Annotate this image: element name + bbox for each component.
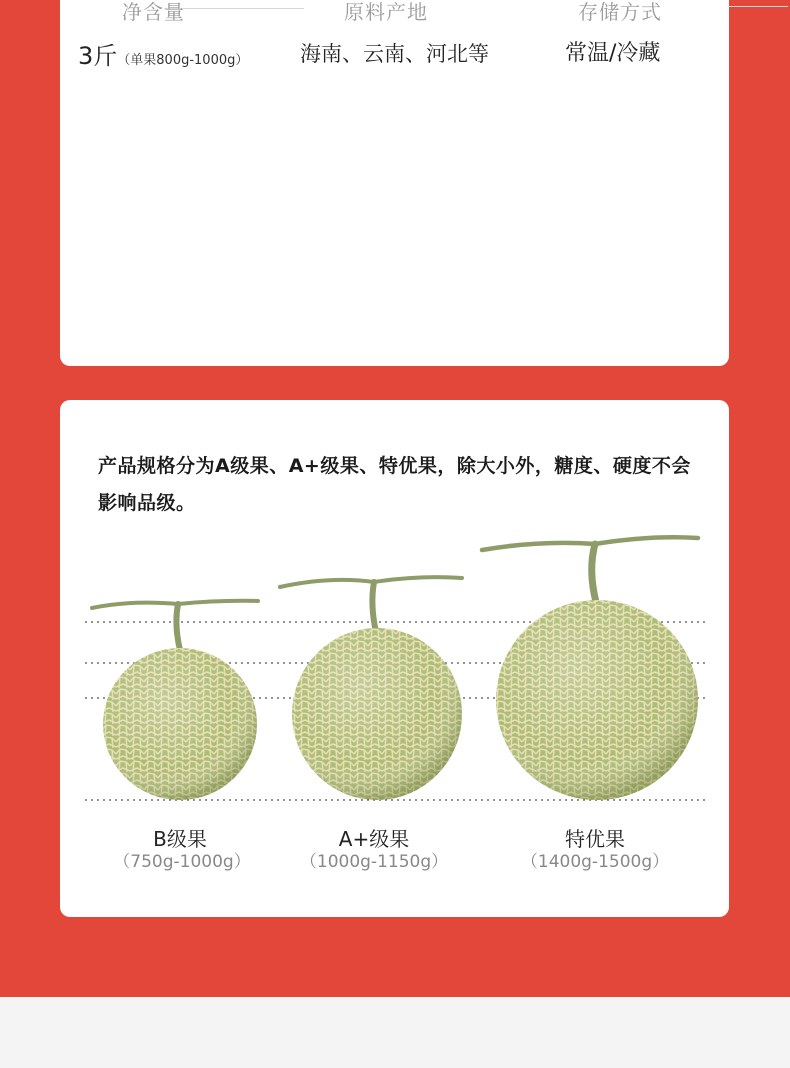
melon-b-grade — [92, 601, 258, 800]
grading-card — [60, 400, 729, 917]
grade-label-b: B级果 — [153, 827, 207, 851]
net-weight-sub: （单果800g-1000g） — [117, 53, 249, 68]
spec-label-storage: 存储方式 — [578, 0, 662, 24]
grade-weight-b: （750g-1000g） — [113, 852, 251, 872]
melon-a-plus-grade — [280, 577, 462, 800]
net-weight-main: 3斤 — [78, 42, 118, 70]
grade-label-premium: 特优果 — [565, 827, 625, 851]
grade-label-a-plus: A+级果 — [338, 827, 410, 851]
grade-weight-a-plus: （1000g-1150g） — [299, 852, 449, 872]
divider — [728, 6, 788, 7]
spec-value-storage: 常温/冷藏 — [565, 41, 661, 66]
page-footer-area — [0, 997, 790, 1068]
grade-weight-premium: （1400g-1500g） — [520, 852, 670, 872]
spec-label-origin: 原料产地 — [344, 0, 428, 24]
spec-value-net-weight — [78, 36, 248, 71]
spec-value-origin: 海南、云南、河北等 — [300, 42, 489, 66]
grading-description: 产品规格分为A级果、A+级果、特优果，除大小外，糖度、硬度不会影响品级。 — [98, 455, 691, 514]
spec-label-net-weight: 净含量 — [122, 0, 185, 24]
spec-card — [60, 0, 729, 366]
divider — [164, 8, 304, 9]
melon-premium-grade — [482, 537, 698, 800]
